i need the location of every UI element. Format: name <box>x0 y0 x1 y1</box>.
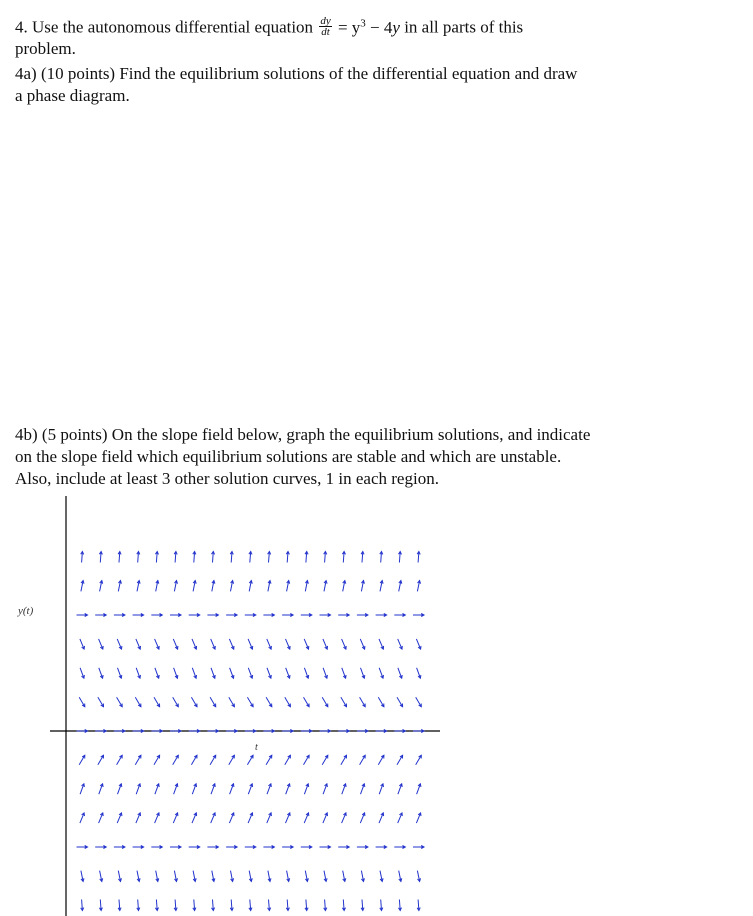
part-a-line-1: 4a) (10 points) Find the equilibrium solutions of the differential equation and draw <box>15 64 578 83</box>
part-b-line-3: Also, include at least 3 other solution curves, 1 in each region. <box>15 469 439 488</box>
equation-rhs: = $y^3 - 4y$ <box>337 17 400 37</box>
intro-text: 4. Use the autonomous differential equation <box>15 17 314 37</box>
slope-field-axes <box>50 496 440 916</box>
part-b-line-2: on the slope field which equilibrium solutions are stable and which are unstable. <box>15 447 562 466</box>
slope-field <box>0 496 460 916</box>
derivative-fraction: $\frac{dy}{dt}$ <box>320 15 331 39</box>
problem-intro <box>15 12 523 39</box>
t-axis-label: t <box>255 742 258 753</box>
part-b-line-1: 4b) (5 points) On the slope field below, graph the equilibrium solutions, and indicate <box>15 425 591 444</box>
part-a-line-2: a phase diagram. <box>15 86 130 105</box>
intro-continuation: problem. <box>15 39 76 58</box>
intro-text-after: in all parts of this <box>404 17 524 37</box>
y-axis-label: y(t) <box>18 605 34 617</box>
